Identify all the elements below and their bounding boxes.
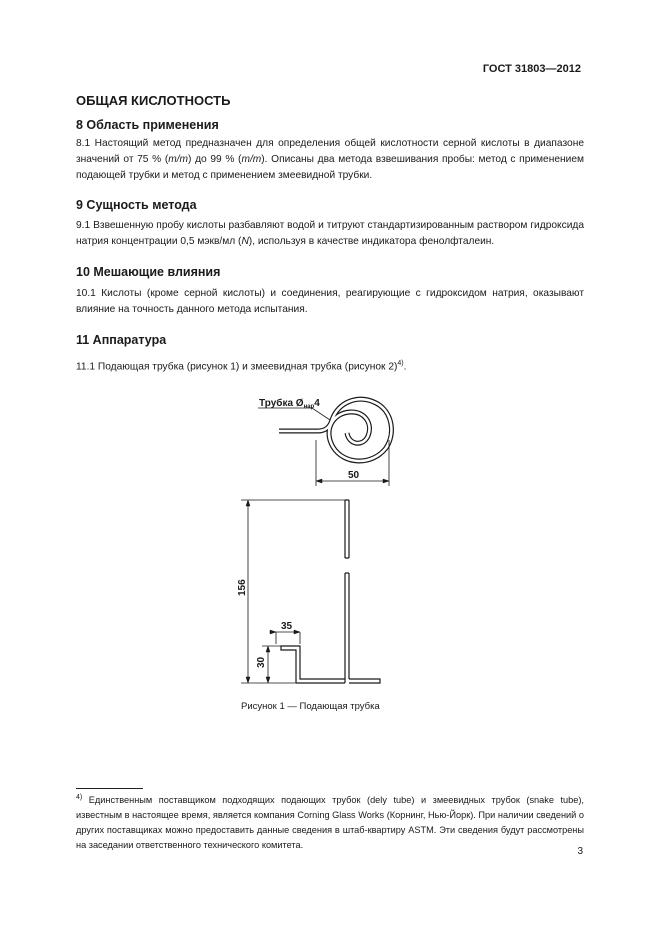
page-number: 3 [577, 846, 583, 857]
footnote: $^{4)}$ Единственным поставщиком подходящих подающих трубок (dely tube) и змеевидных трубок (snake tube), известным в настоящее время, является компания Corning Glass Works (Корнинг, Нью-Йорк). При наличии сведений о других поставщиках можно предоставить данные сведения в штаб-квартиру ASTM. Эти сведения будут рассмотрены на заседании ответственного технического комитета. [76, 794, 584, 851]
dim-height-line [241, 500, 345, 683]
tube-label: Трубка $Ø_{нар}4$ [259, 398, 320, 410]
section-9-heading: 9 Сущность метода [76, 198, 197, 212]
document-number: ГОСТ 31803—2012 [482, 63, 581, 75]
dim-height-label: 156 [237, 579, 248, 596]
figure-caption: Рисунок 1 — Подающая трубка [241, 701, 380, 712]
delivery-tube-upper [345, 500, 349, 558]
section-11-heading: 11 Аппаратура [76, 333, 167, 347]
label-leader [258, 408, 330, 420]
footnote-divider [76, 788, 143, 789]
section-11-paragraph: 11.1 Подающая трубка (рисунок 1) и змеевидная трубка (рисунок 2)$^{4)}$. [76, 360, 407, 373]
section-9-paragraph: 9.1 Взвешенную пробу кислоты разбавляют водой и титруют стандартизированным раствором гидроксида натрия концентрации 0,5 мэкв/мл (N), используя в качестве индикатора фенолфталеин. [76, 220, 584, 247]
section-10-paragraph: 10.1 Кислоты (кроме серной кислоты) и соединения, реагирующие с гидроксидом натрия, оказывают влияние на точность данного метода испытания. [76, 288, 584, 315]
delivery-tube-lower [345, 573, 349, 683]
section-8-heading: 8 Область применения [76, 118, 219, 132]
dim-width-label: 50 [348, 470, 360, 481]
footnote-marker: 4) [76, 794, 83, 801]
dim-offset-line [270, 632, 300, 644]
page-title: ОБЩАЯ КИСЛОТНОСТЬ [76, 93, 231, 108]
section-8-paragraph: 8.1 Настоящий метод предназначен для определения общей кислотности серной кислоты в диапазоне значений от 75 % (m/m) до 99 % (m/m). Описаны два метода взвешивания пробы: метод с применением подающей трубки и метод с применением змеевидной трубки. [76, 138, 585, 181]
delivery-tube-hook [281, 646, 345, 683]
dim-offset-label: 35 [281, 621, 293, 632]
dim-small-height-label: 30 [256, 656, 267, 668]
section-10-heading: 10 Мешающие влияния [76, 265, 221, 279]
